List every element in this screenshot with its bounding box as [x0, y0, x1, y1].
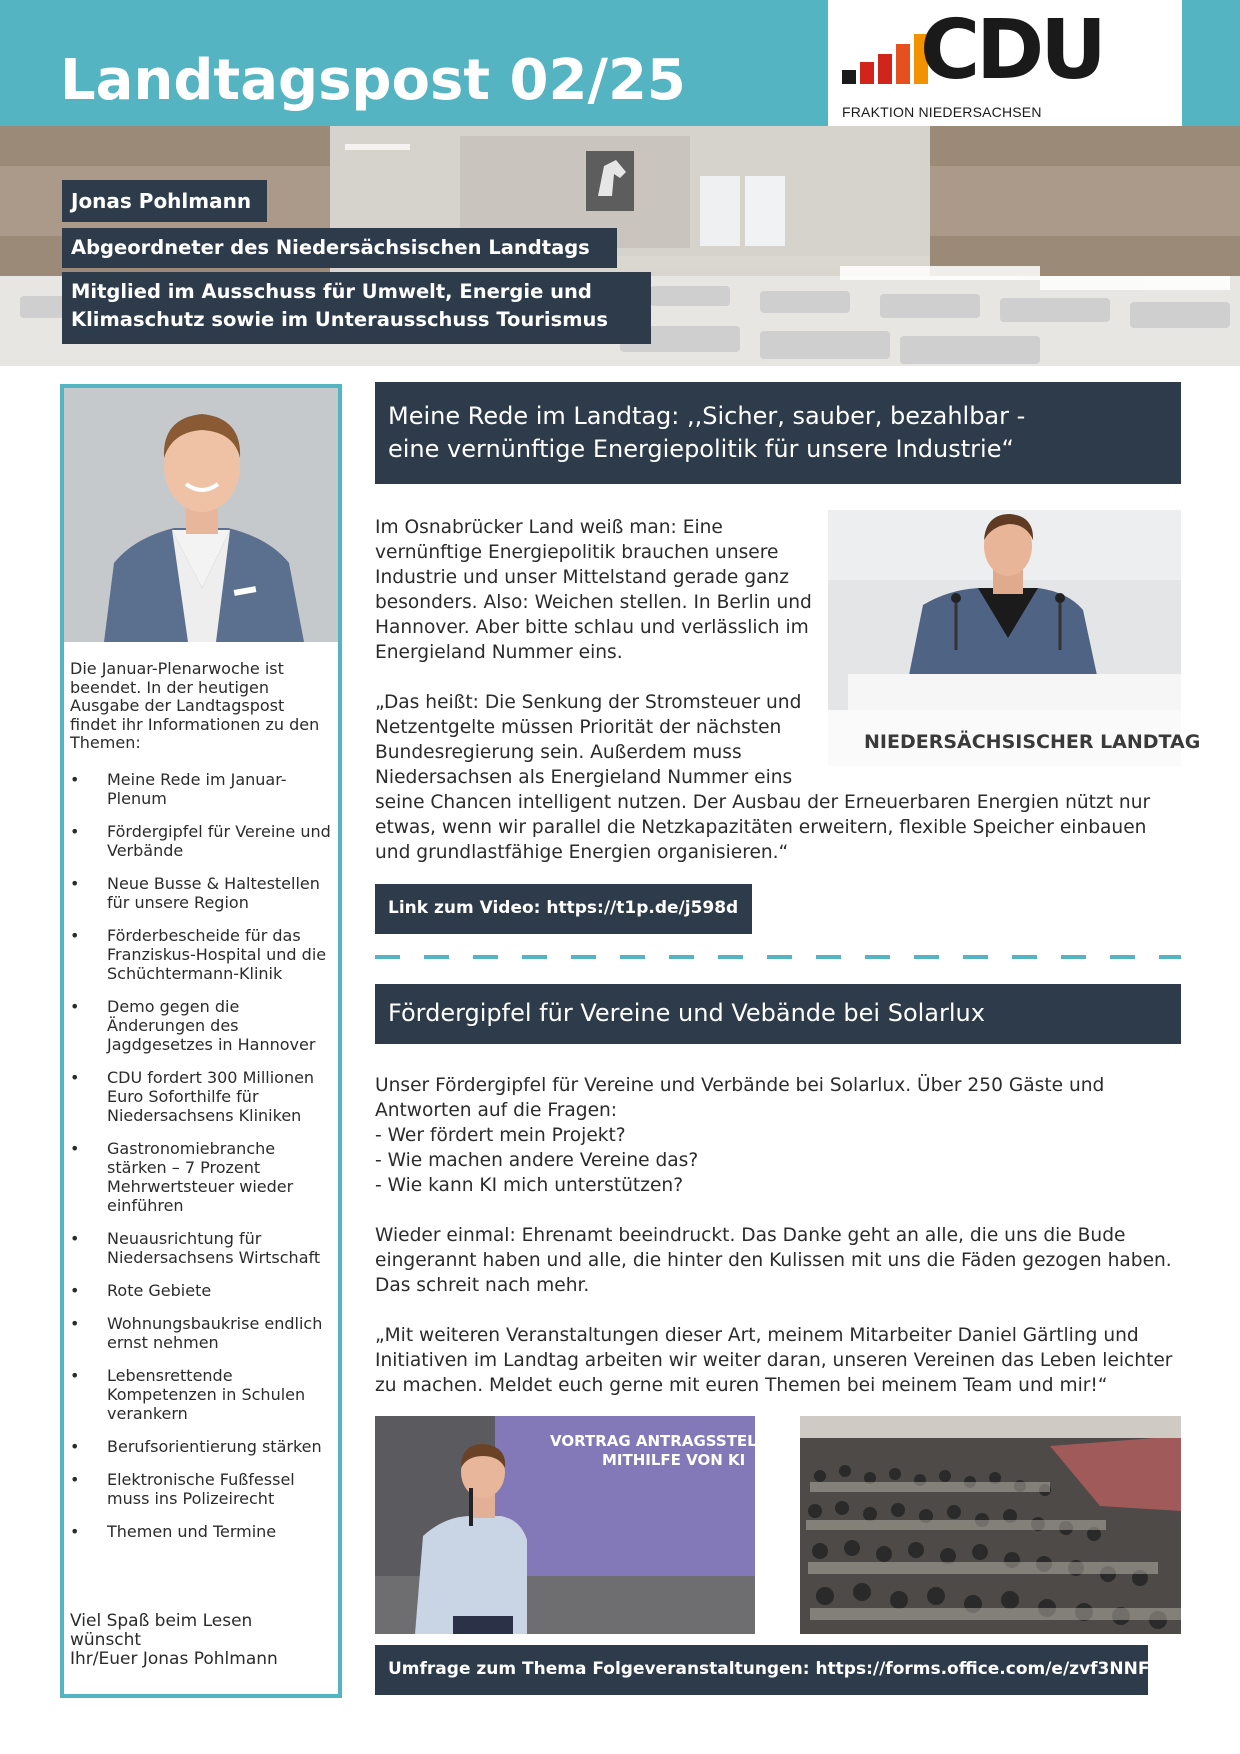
list-item: • Meine Rede im Januar-Plenum	[70, 770, 332, 808]
list-item: • Neue Busse & Haltestellen für unsere Region	[70, 874, 332, 912]
list-item: • Rote Gebiete	[70, 1281, 332, 1300]
section2-questions	[375, 1123, 1181, 1198]
section-divider	[375, 954, 1181, 960]
section1-para2-wrapped: „Das heißt: Die Senkung der Stromsteuer und Netzentgelte müssen Priorität der nächsten Bundesregierung sein. Außerdem muss Niedersachsen als Energieland Nummer eins	[375, 692, 802, 788]
podium-label: NIEDERSÄCHSISCHER LANDTAG	[864, 731, 1201, 753]
section1-para1: Im Osnabrücker Land weiß man: Eine vernünftige Energiepolitik brauchen unsere Industrie und unser Mittelstand gerade ganz besonders. Also: Weichen stellen. In Berlin und Hannover. Aber bitte schlau und verlässlich im Energieland Nummer eins.	[375, 517, 812, 663]
list-item: • Berufsorientierung stärken	[70, 1437, 332, 1456]
list-item: • Themen und Termine	[70, 1522, 332, 1541]
outro-line-2: wünscht	[70, 1630, 142, 1650]
screen-text-line-2: MITHILFE VON KI	[602, 1451, 746, 1469]
list-item: • Fördergipfel für Vereine und Verbände	[70, 822, 332, 860]
hero-name-ribbon	[62, 180, 267, 222]
outro-line-3: Ihr/Euer Jonas Pohlmann	[70, 1649, 278, 1669]
hero-role-ribbon	[62, 228, 617, 268]
speech-illustration	[828, 510, 1201, 766]
section1-heading	[375, 382, 1181, 484]
list-item: • Wohnungsbaukrise endlich ernst nehmen	[70, 1314, 332, 1352]
list-item: • Neuausrichtung für Niedersachsens Wirtschaft	[70, 1229, 332, 1267]
section2-para3: „Mit weiteren Veranstaltungen dieser Art, meinem Mitarbeiter Daniel Gärtling und Initiativen im Landtag arbeiten wir weiter daran, unseren Vereinen das Leben leichter zu machen. Meldet euch gerne mit euren Themen bei meinem Team und mir!“	[375, 1325, 1173, 1396]
question-3: - Wie kann KI mich unterstützen?	[375, 1175, 684, 1196]
membership-line-1: Mitglied im Ausschuss für Umwelt, Energie und	[71, 280, 592, 303]
list-item: • Elektronische Fußfessel muss ins Polizeirecht	[70, 1470, 332, 1508]
screen-text-line-1: VORTRAG ANTRAGSSTELLU	[550, 1432, 778, 1450]
section2-para1: Unser Fördergipfel für Vereine und Verbände bei Solarlux. Über 250 Gäste und Antworten auf die Fragen:	[375, 1075, 1105, 1121]
topic-list	[70, 770, 332, 1555]
list-item: • CDU fordert 300 Millionen Euro Soforthilfe für Niedersachsens Kliniken	[70, 1068, 332, 1125]
sidebar-outro	[70, 1612, 332, 1669]
speech-photo	[828, 510, 1201, 766]
section1-heading-line-2: eine vernünftige Energiepolitik für unsere Industrie“	[388, 435, 1014, 463]
page-title: Landtagspost 02/25	[60, 48, 686, 113]
presentation-photo	[375, 1416, 778, 1634]
list-item: • Gastronomiebranche stärken – 7 Prozent Mehrwertsteuer wieder einführen	[70, 1139, 332, 1215]
cdu-logo-wordmark: CDU	[920, 3, 1103, 98]
membership-line-2: Klimaschutz sowie im Unterausschuss Tourismus	[71, 308, 609, 331]
portrait-illustration	[64, 388, 338, 642]
video-link-button[interactable]	[375, 884, 752, 934]
portrait-photo	[64, 388, 338, 642]
question-1: - Wer fördert mein Projekt?	[375, 1125, 626, 1146]
question-2: - Wie machen andere Vereine das?	[375, 1150, 699, 1171]
section1-para2-full: seine Chancen intelligent nutzen. Der Ausbau der Erneuerbaren Energien nützt nur etwas, wenn wir parallel die Netzkapazitäten erweitern, flexible Speicher einbauen und grundlastfähige Energien organisieren.“	[375, 792, 1151, 863]
member-name: Jonas Pohlmann	[71, 189, 252, 213]
list-item: • Förderbescheide für das Franziskus-Hospital und die Schüchtermann-Klinik	[70, 926, 332, 983]
survey-link-button[interactable]	[375, 1645, 1193, 1695]
outro-line-1: Viel Spaß beim Lesen	[70, 1611, 253, 1631]
section1-heading-line-1: Meine Rede im Landtag: ,,Sicher, sauber, bezahlbar -	[388, 402, 1026, 430]
video-link-text[interactable]: Link zum Video: https://t1p.de/j598d	[388, 898, 739, 918]
audience-photo	[800, 1416, 1181, 1634]
hero-membership-ribbon	[62, 272, 651, 344]
section2-heading-text: Fördergipfel für Vereine und Vebände bei Solarlux	[388, 999, 985, 1027]
list-item: • Demo gegen die Änderungen des Jagdgesetzes in Hannover	[70, 997, 332, 1054]
sidebar-intro: Die Januar-Plenarwoche ist beendet. In der heutigen Ausgabe der Landtagspost findet ihr Informationen zu den Themen:	[70, 659, 320, 752]
section2-para2: Wieder einmal: Ehrenamt beeindruckt. Das Danke geht an alle, die uns die Bude eingerannt haben und alle, die hinter den Kulissen mit uns die Fäden gezogen haben. Das schreit nach mehr.	[375, 1225, 1172, 1296]
survey-link-text[interactable]: Umfrage zum Thema Folgeveranstaltungen: https://forms.office.com/e/zvf3NNFHMe	[388, 1659, 1193, 1679]
presentation-illustration	[375, 1416, 778, 1634]
audience-illustration	[800, 1416, 1181, 1634]
cdu-logo-subtitle: FRAKTION NIEDERSACHSEN	[842, 104, 1042, 120]
member-role: Abgeordneter des Niedersächsischen Landtags	[71, 236, 590, 259]
section2-heading	[375, 984, 1181, 1044]
list-item: • Lebensrettende Kompetenzen in Schulen verankern	[70, 1366, 332, 1423]
